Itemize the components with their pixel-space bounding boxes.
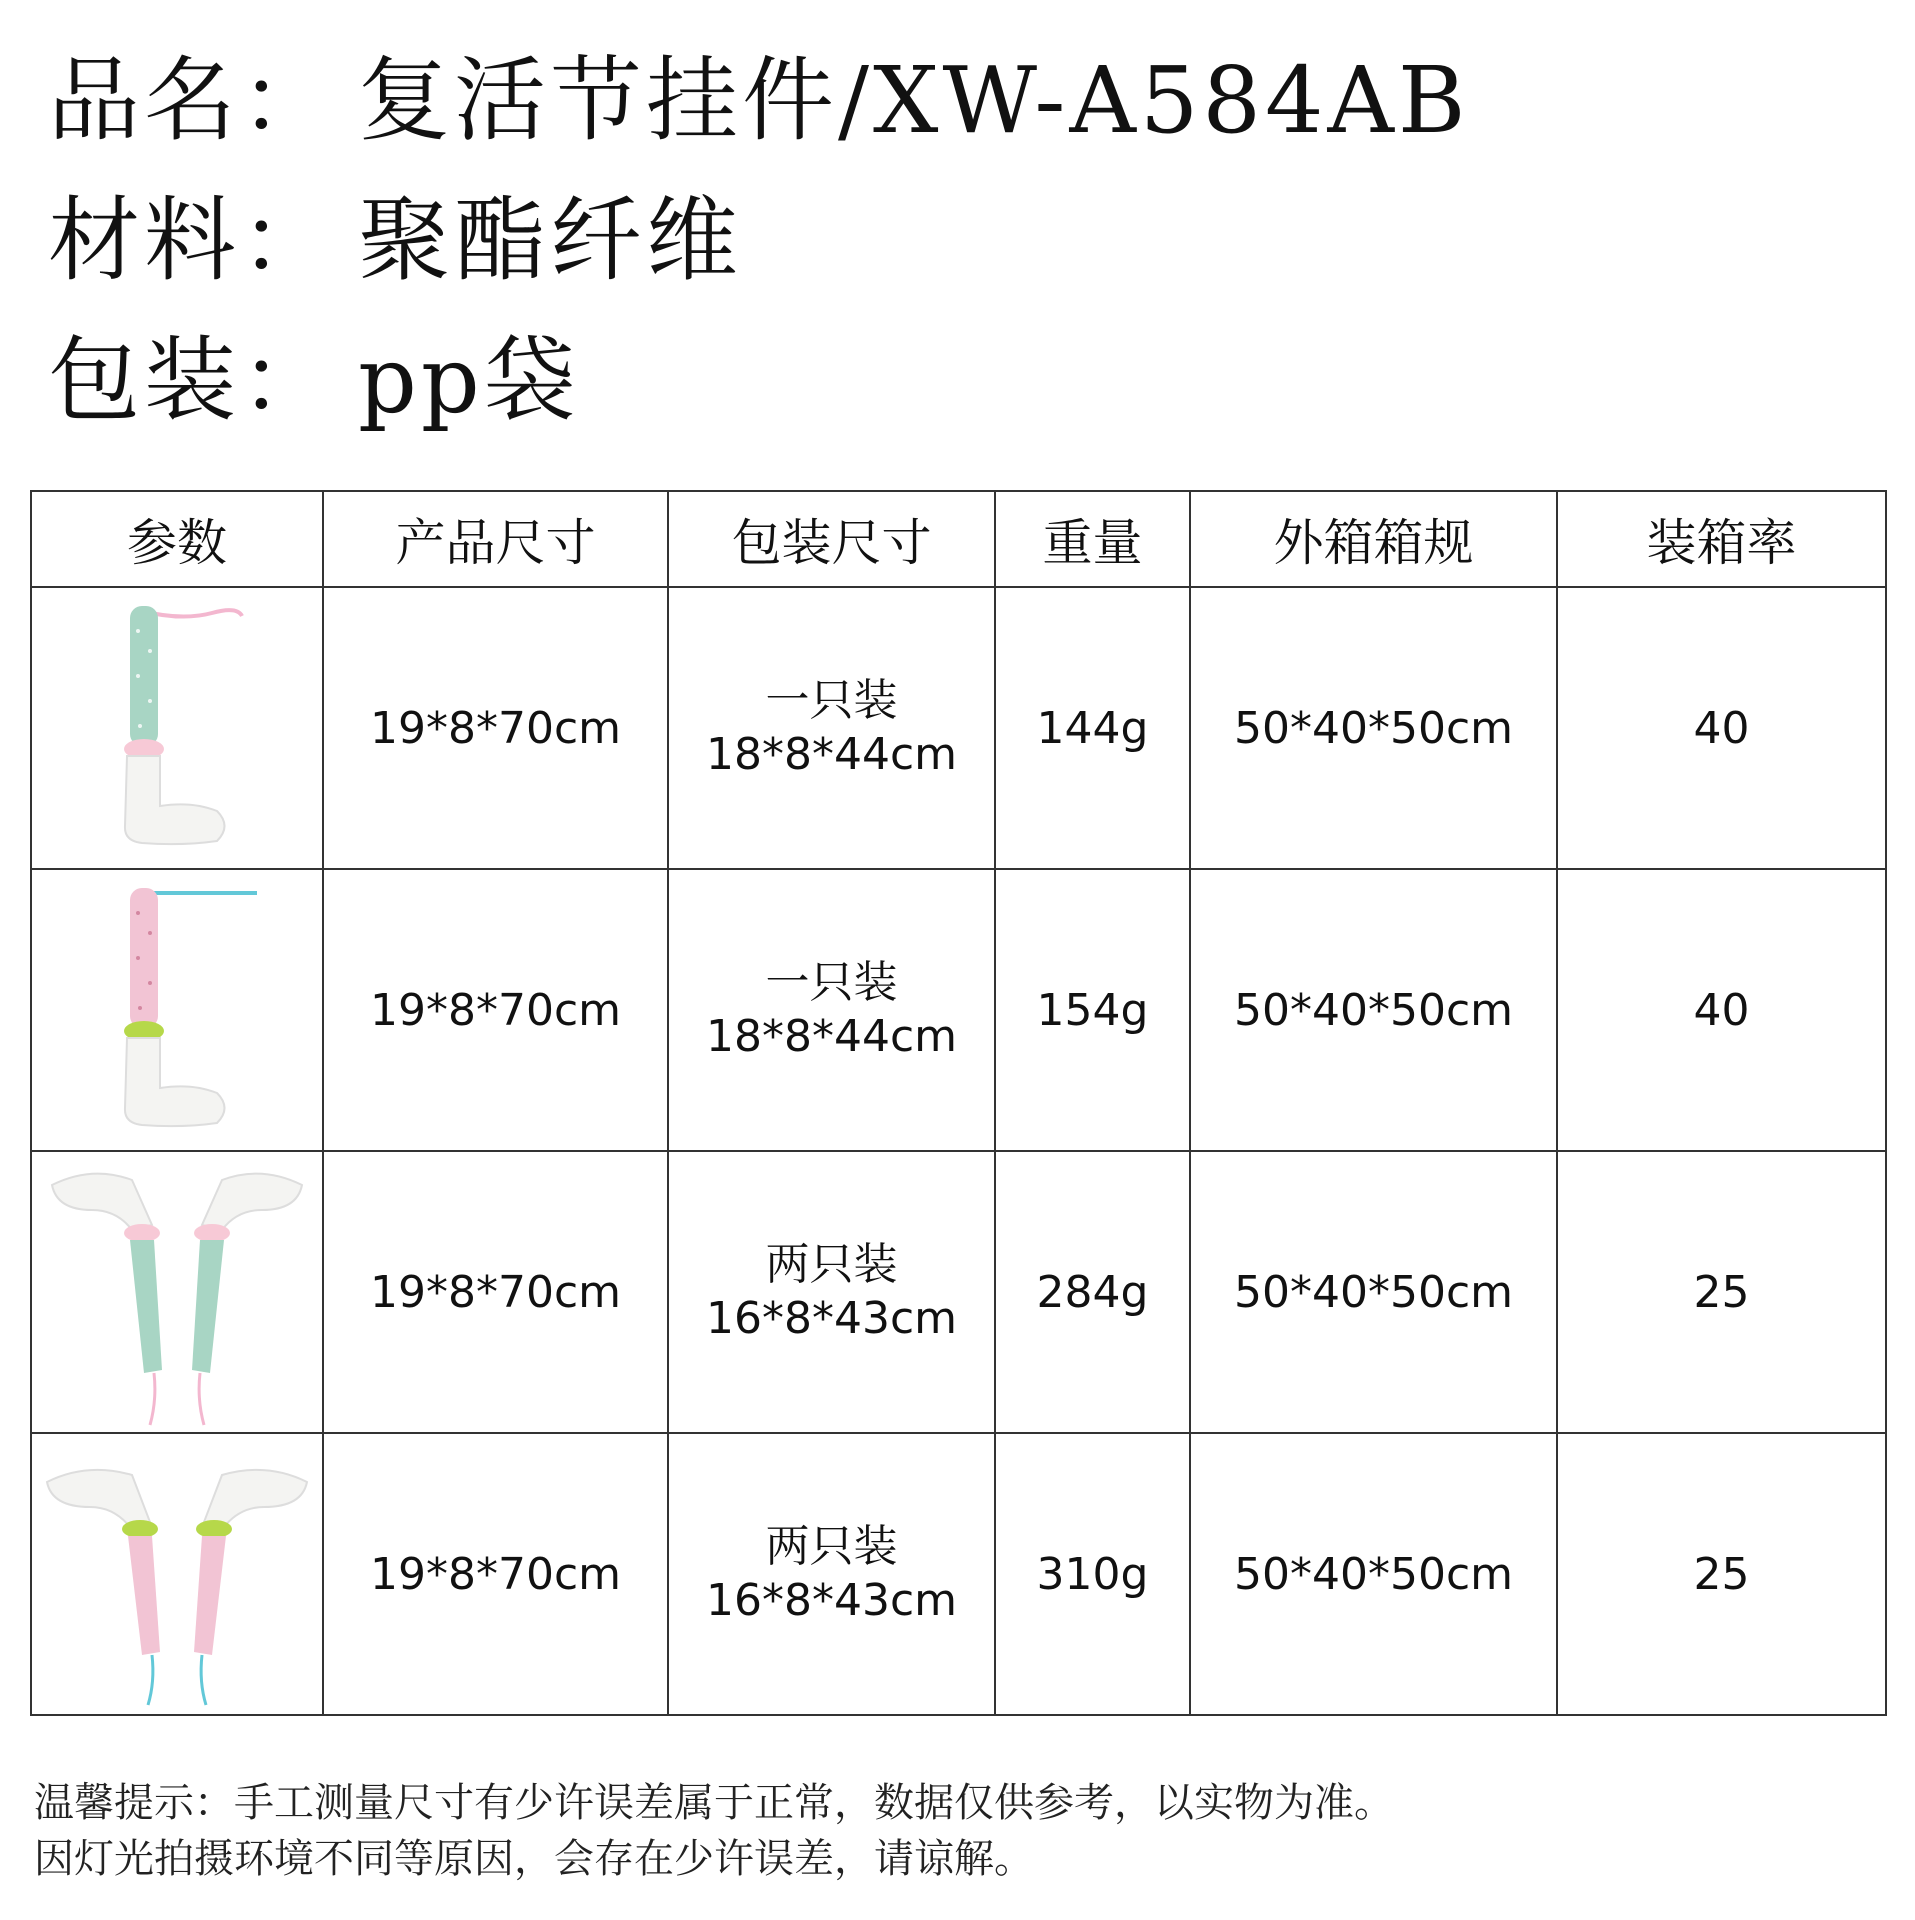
table-row <box>31 869 1886 1151</box>
pack-type: 两只装 <box>765 1239 898 1290</box>
carton-size-cell: 50*40*50cm <box>1190 1151 1557 1433</box>
product-size-cell: 19*8*70cm <box>323 1433 668 1715</box>
package-size-cell <box>668 1433 995 1715</box>
pack-size: 18*8*44cm <box>705 729 958 780</box>
mint-bunny-leg-image <box>32 591 322 866</box>
pink-bunny-leg-image <box>32 873 322 1148</box>
table-header-row <box>31 491 1886 587</box>
weight-cell: 284g <box>995 1151 1190 1433</box>
package-label: 包装： <box>48 327 337 434</box>
pack-size: 16*8*43cm <box>705 1575 958 1626</box>
header-package-size: 包装尺寸 <box>668 491 995 587</box>
product-image-cell <box>31 587 323 869</box>
product-size-cell: 19*8*70cm <box>323 587 668 869</box>
weight-cell: 310g <box>995 1433 1190 1715</box>
header-params: 参数 <box>31 491 323 587</box>
table-row <box>31 587 1886 869</box>
header-carton-size: 外箱箱规 <box>1190 491 1557 587</box>
product-image-cell <box>31 1433 323 1715</box>
weight-cell: 154g <box>995 869 1190 1151</box>
header-weight: 重量 <box>995 491 1190 587</box>
pack-size: 18*8*44cm <box>705 1011 958 1062</box>
pink-bunny-legs-pair-image <box>32 1437 322 1712</box>
product-name-line <box>48 47 1470 154</box>
pack-type: 一只装 <box>765 957 898 1008</box>
pack-type: 两只装 <box>765 1521 898 1572</box>
header-packing-rate: 装箱率 <box>1557 491 1886 587</box>
weight-cell: 144g <box>995 587 1190 869</box>
material-value: 聚酯纤维 <box>358 187 743 294</box>
product-image-cell <box>31 1151 323 1433</box>
packing-rate-cell: 25 <box>1557 1151 1886 1433</box>
pack-size: 16*8*43cm <box>705 1293 958 1344</box>
carton-size-cell: 50*40*50cm <box>1190 1433 1557 1715</box>
carton-size-cell: 50*40*50cm <box>1190 869 1557 1151</box>
product-size-cell: 19*8*70cm <box>323 1151 668 1433</box>
note-line-2: 因灯光拍摄环境不同等原因，会存在少许误差，请谅解。 <box>34 1836 1034 1882</box>
product-name-value: 复活节挂件/XW-A584AB <box>358 47 1470 154</box>
spec-table <box>30 490 1887 1716</box>
pack-type: 一只装 <box>765 675 898 726</box>
package-size-cell <box>668 1151 995 1433</box>
packing-rate-cell: 40 <box>1557 869 1886 1151</box>
material-line <box>48 187 743 294</box>
packing-rate-cell: 25 <box>1557 1433 1886 1715</box>
product-name-label: 品名： <box>48 47 337 154</box>
product-image-cell <box>31 869 323 1151</box>
header-product-size: 产品尺寸 <box>323 491 668 587</box>
package-line <box>48 327 580 434</box>
product-size-cell: 19*8*70cm <box>323 869 668 1151</box>
carton-size-cell: 50*40*50cm <box>1190 587 1557 869</box>
note-line-1: 温馨提示：手工测量尺寸有少许误差属于正常，数据仅供参考，以实物为准。 <box>34 1780 1394 1826</box>
packing-rate-cell: 40 <box>1557 587 1886 869</box>
mint-bunny-legs-pair-image <box>32 1155 322 1430</box>
package-size-cell <box>668 869 995 1151</box>
material-label: 材料： <box>48 187 337 294</box>
table-row <box>31 1433 1886 1715</box>
package-value: pp袋 <box>358 327 580 434</box>
table-row <box>31 1151 1886 1433</box>
notes <box>34 1775 1394 1887</box>
package-size-cell <box>668 587 995 869</box>
